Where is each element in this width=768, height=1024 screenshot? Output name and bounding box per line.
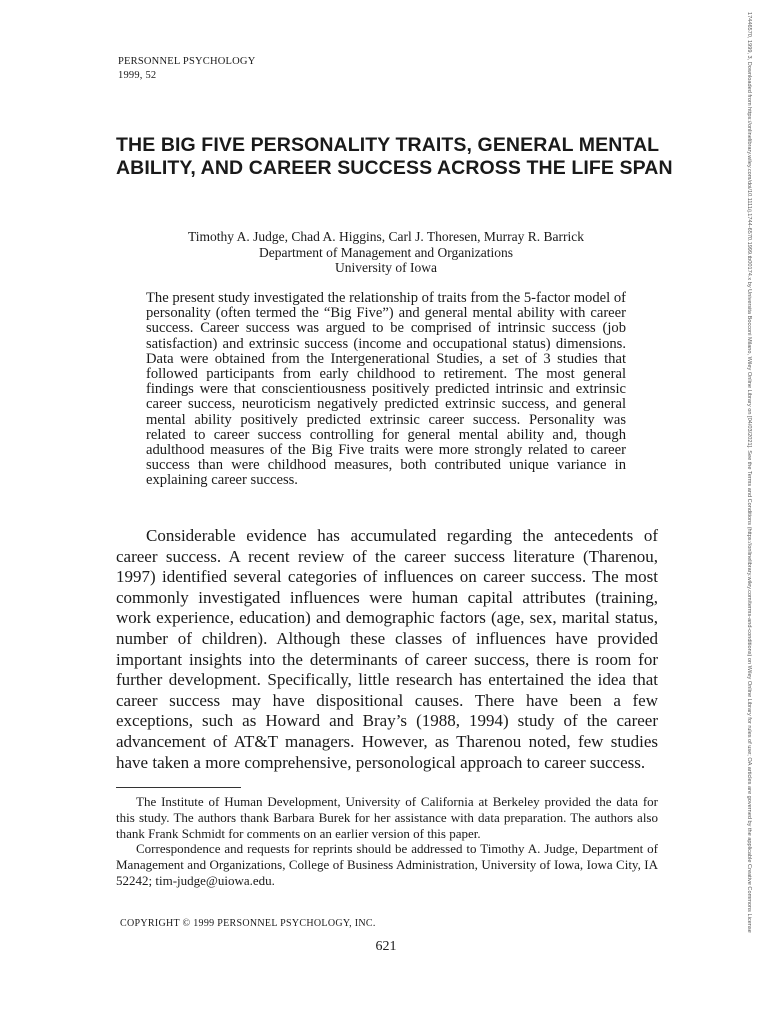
footnote-divider: [116, 787, 241, 788]
footnote-acknowledgment: The Institute of Human Development, University of California at Berkeley provided the data for this study. The authors thank Barbara Burek for her assistance with data preparation. The authors also thank Frank Schmidt for comments on an earlier version of this paper.: [116, 794, 658, 841]
article-title: THE BIG FIVE PERSONALITY TRAITS, GENERAL MENTAL ABILITY, AND CAREER SUCCESS ACROSS THE LIFE SPAN: [116, 134, 673, 179]
author-block: [116, 229, 656, 276]
body-paragraph: Considerable evidence has accumulated regarding the antecedents of career success. A recent review of the career success literature (Tharenou, 1997) identified several categories of influences on career success. The most commonly investigated influences were human capital attributes (training, work experience, education) and demographic factors (age, sex, marital status, number of children). Although these classes of influences have provided important insights into the determinants of career success, there is room for further development. Specifically, little research has entertained the idea that career success may have dispositional causes. There have been a few exceptions, such as Howard and Bray’s (1988, 1994) study of the career advancement of AT&T managers. However, as Tharenou noted, few studies have taken a more comprehensive, personological approach to career success.: [116, 526, 658, 772]
copyright-notice: COPYRIGHT © 1999 PERSONNEL PSYCHOLOGY, INC.: [120, 918, 376, 929]
journal-volume: 1999, 52: [118, 70, 157, 81]
footnote-correspondence: Correspondence and requests for reprints should be addressed to Timothy A. Judge, Department of Management and Organizations, College of Business Administration, University of Iowa, Iowa City, IA 52242; tim-judge@uiowa.edu.: [116, 841, 658, 888]
author-department: Department of Management and Organizations: [259, 244, 513, 260]
journal-header: [118, 55, 256, 83]
abstract: The present study investigated the relationship of traits from the 5-factor model of personality (often termed the “Big Five”) and general mental ability with career success. Career success was argued to be comprised of intrinsic success (job satisfaction) and extrinsic success (income and occupational status) dimensions. Data were obtained from the Intergenerational Studies, a set of 3 studies that followed participants from early childhood to retirement. The most general findings were that conscientiousness positively predicted intrinsic and extrinsic career success, neuroticism negatively predicted extrinsic success, and general mental ability positively predicted extrinsic career success. Personality was related to career success controlling for general mental ability and, though adulthood measures of the Big Five traits were more strongly related to career success than were childhood measures, both contributed unique variance in explaining career success.: [146, 290, 626, 489]
download-watermark: 17446570, 1999, 3, Downloaded from https://onlinelibrary.wiley.com/doi/10.1111/j.1744-6570.1999.tb00174.x by Universita Bocconi Milano, Wiley Online Library on [04/03/2021]. See the Terms and Conditions (https://onlinelibrary.wiley.com/terms-and-conditions) on Wiley Online Library for rules of use; OA articles are governed by the applicable Creative Commons License: [746, 12, 752, 933]
page-number: 621: [375, 939, 397, 954]
author-university: University of Iowa: [335, 260, 437, 275]
author-names: Timothy A. Judge, Chad A. Higgins, Carl J. Thoresen, Murray R. Barrick: [188, 229, 584, 244]
footnotes: [116, 794, 658, 889]
journal-name: PERSONNEL PSYCHOLOGY: [118, 56, 256, 67]
